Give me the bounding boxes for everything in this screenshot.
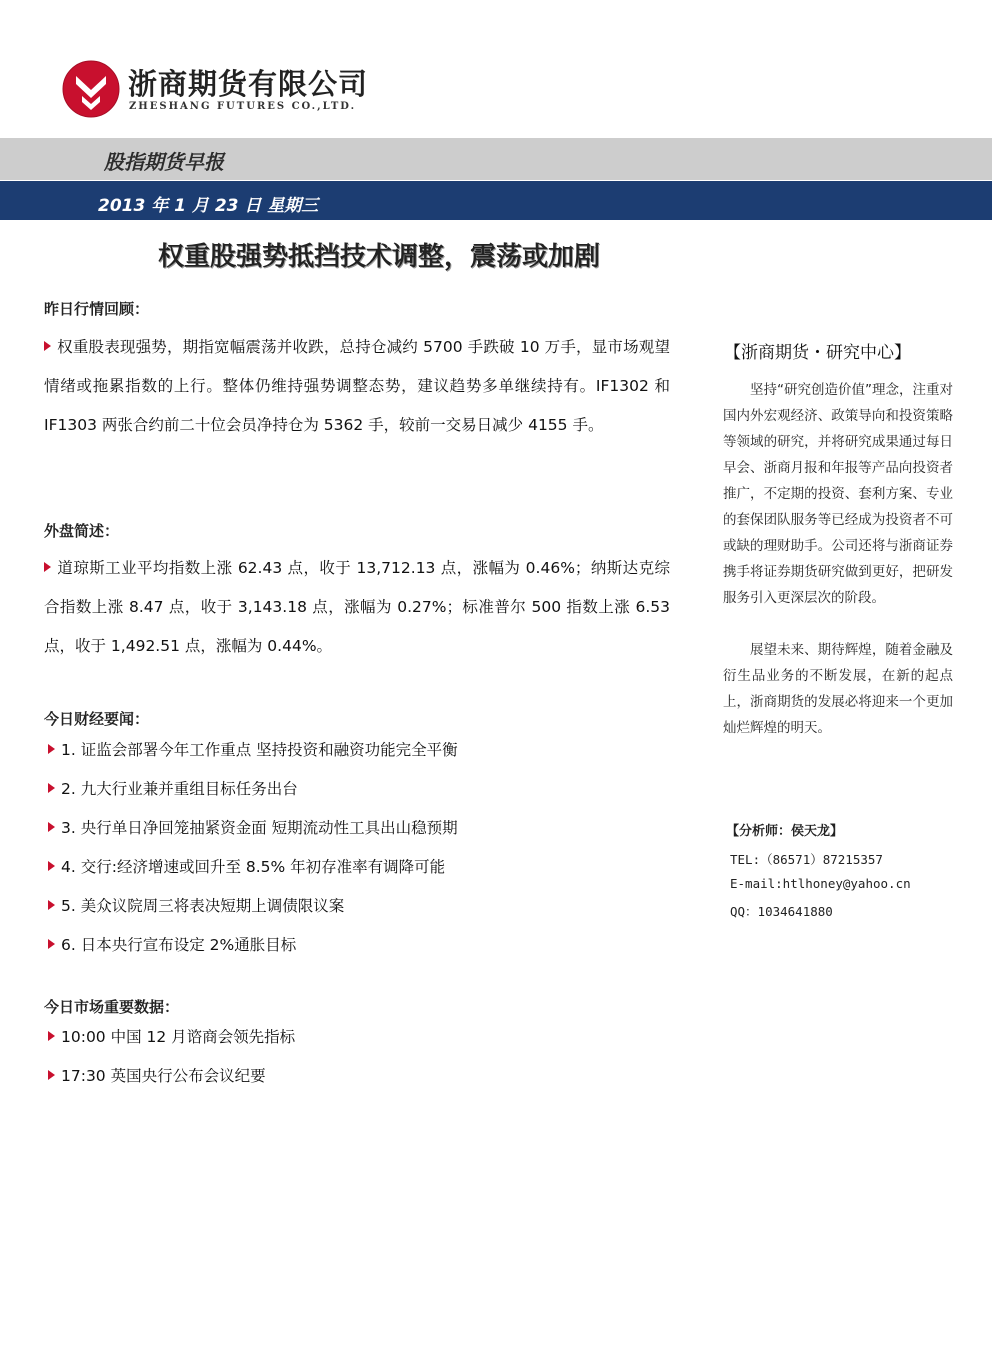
date-band bbox=[0, 181, 992, 220]
report-name: 股指期货早报 bbox=[104, 150, 224, 174]
bullet-triangle-icon bbox=[48, 939, 55, 949]
bullet-triangle-icon bbox=[48, 1070, 55, 1080]
bullet-triangle-icon bbox=[48, 900, 55, 910]
analyst-tel: TEL:（86571）87215357 bbox=[730, 852, 883, 867]
analyst-name: 【分析师：侯天龙】 bbox=[726, 824, 844, 839]
list-item: 3. 央行单日净回笼抽紧资金面 短期流动性工具出山稳预期 bbox=[48, 816, 668, 855]
bullet-triangle-icon bbox=[44, 341, 51, 351]
review-paragraph bbox=[44, 328, 670, 445]
sidebar-title: 【浙商期货・研究中心】 bbox=[724, 343, 911, 363]
list-item: 17:30 英国央行公布会议纪要 bbox=[48, 1064, 668, 1103]
review-heading: 昨日行情回顾： bbox=[44, 300, 150, 318]
list-item: 6. 日本央行宣布设定 2%通胀目标 bbox=[48, 933, 668, 972]
zheshang-logo-icon bbox=[62, 60, 120, 118]
bullet-triangle-icon bbox=[48, 861, 55, 871]
list-item: 5. 美众议院周三将表决短期上调债限议案 bbox=[48, 894, 668, 933]
report-title: 权重股强势抵挡技术调整，震荡或加剧 bbox=[158, 242, 601, 272]
analyst-qq: QQ：1034641880 bbox=[730, 904, 833, 919]
market-data-list bbox=[48, 1025, 668, 1103]
bullet-triangle-icon bbox=[48, 744, 55, 754]
sidebar-intro-paragraph: 坚持“研究创造价值”理念，注重对国内外宏观经济、政策导向和投资策略等领域的研究，并将研究成果通过每日早会、浙商月报和年报等产品向投资者推广，不定期的投资、套利方案、专业的套保团队服务等已经成为投资者不可或缺的理财助手。公司还将与浙商证券携手将证券期货研究做到更好，把研发服务引入更深层次的阶段。 bbox=[723, 382, 953, 606]
overseas-paragraph bbox=[44, 549, 670, 666]
market-data-heading: 今日市场重要数据： bbox=[44, 998, 180, 1016]
overseas-heading: 外盘简述： bbox=[44, 522, 120, 540]
company-name-cn: 浙商期货有限公司 bbox=[128, 67, 369, 101]
news-list bbox=[48, 738, 668, 972]
list-item: 2. 九大行业兼并重组目标任务出台 bbox=[48, 777, 668, 816]
report-name-band bbox=[0, 138, 992, 180]
list-item: 10:00 中国 12 月谘商会领先指标 bbox=[48, 1025, 668, 1064]
list-item: 4. 交行:经济增速或回升至 8.5% 年初存准率有调降可能 bbox=[48, 855, 668, 894]
sidebar-outlook-paragraph: 展望未来、期待辉煌，随着金融及衍生品业务的不断发展，在新的起点上，浙商期货的发展必将迎来一个更加灿烂辉煌的明天。 bbox=[723, 642, 953, 736]
bullet-triangle-icon bbox=[48, 1031, 55, 1041]
news-heading: 今日财经要闻： bbox=[44, 710, 150, 728]
bullet-triangle-icon bbox=[44, 562, 51, 572]
bullet-triangle-icon bbox=[48, 822, 55, 832]
overseas-text: 道琼斯工业平均指数上涨 62.43 点，收于 13,712.13 点，涨幅为 0.46%；纳斯达克综合指数上涨 8.47 点，收于 3,143.18 点，涨幅为 0.27%；标准普尔 500 指数上涨 6.53 点，收于 1,492.51 点，涨幅为 0.44%。 bbox=[44, 559, 670, 655]
company-logo bbox=[62, 60, 369, 122]
review-text: 权重股表现强势，期指宽幅震荡并收跌，总持仓减约 5700 手跌破 10 万手，显市场观望情绪或拖累指数的上行。整体仍维持强势调整态势，建议趋势多单继续持有。IF1302 和 IF1303 两张合约前二十位会员净持仓为 5362 手，较前一交易日减少 4155 手。 bbox=[44, 338, 670, 434]
analyst-email[interactable]: E-mail:htlhoney@yahoo.cn bbox=[730, 876, 911, 891]
list-item: 1. 证监会部署今年工作重点 坚持投资和融资功能完全平衡 bbox=[48, 738, 668, 777]
bullet-triangle-icon bbox=[48, 783, 55, 793]
report-date: 2013 年 1 月 23 日 星期三 bbox=[98, 196, 319, 216]
company-name-en: ZHESHANG FUTURES CO.,LTD. bbox=[129, 101, 357, 112]
